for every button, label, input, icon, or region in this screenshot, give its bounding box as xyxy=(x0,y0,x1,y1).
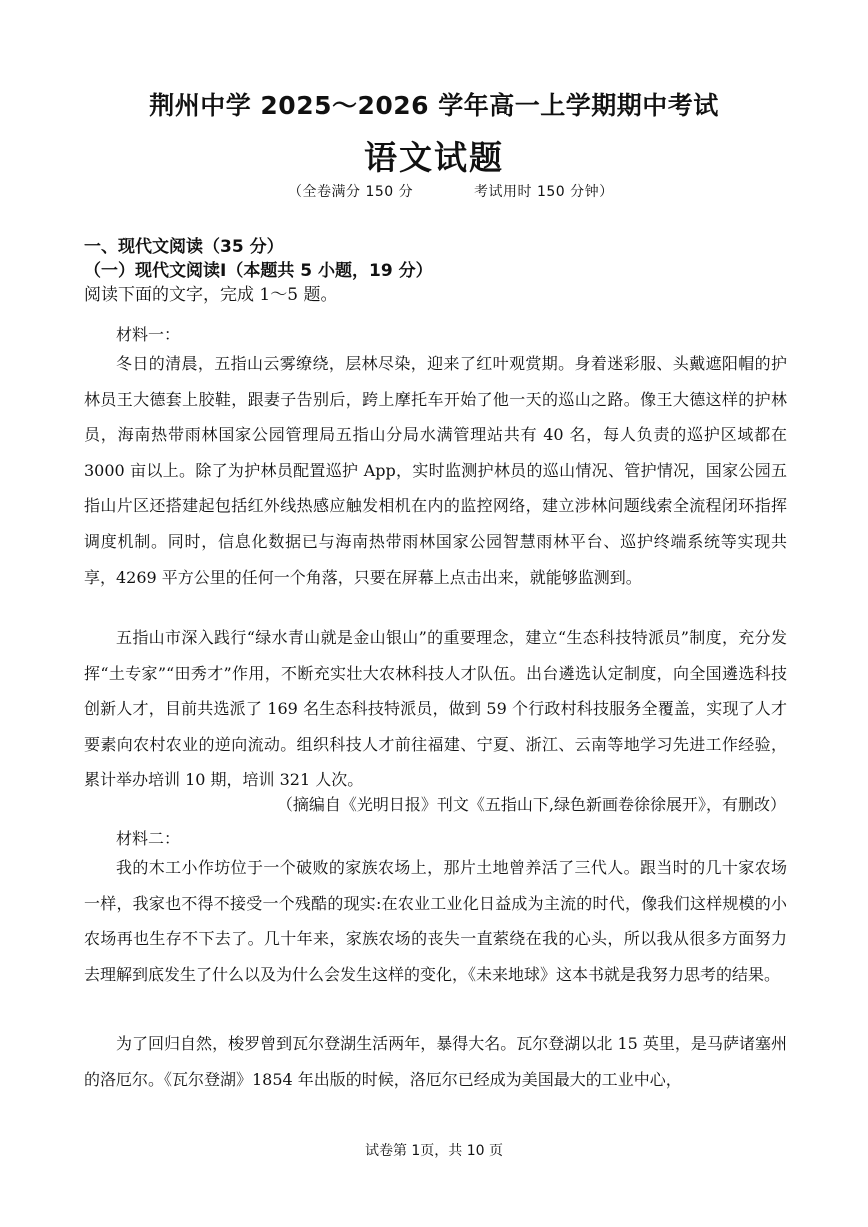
material-two-label: 材料二： xyxy=(116,829,181,848)
exam-time-note: 考试用时 150 分钟） xyxy=(474,184,614,200)
material-two-paragraph: 为了回归自然，梭罗曾到瓦尔登湖生活两年，暴得大名。瓦尔登湖以北 15 英里，是马萨诸塞州的洛厄尔。《瓦尔登湖》1854 年出版的时候，洛厄尔已经成为美国最大的工业中心， xyxy=(84,1034,787,1089)
material-two-paragraph: 我的木工小作坊位于一个破败的家族农场上，那片土地曾养活了三代人。跟当时的几十家农场一样，我家也不得不接受一个残酷的现实:在农业工业化日益成为主流的时代，像我们这样规模的小农场再也生存不下去了。几十年来，家族农场的丧失一直萦绕在我的心头，所以我从很多方面努力去理解到底发生了什么以及为什么会发生这样的变化，《未来地球》这本书就是我努力思考的结果。 xyxy=(84,858,787,984)
section-heading: 一、现代文阅读（35 分） xyxy=(84,237,284,257)
material-one-paragraph: 五指山市深入践行“绿水青山就是金山银山”的重要理念，建立“生态科技特派员”制度，充分发挥“土专家”“田秀才”作用，不断充实壮大农林科技人才队伍。出台遴选认定制度，向全国遴选科技创新人才，目前共选派了 169 名生态科技特派员，做到 59 个行政村科技服务全覆盖，实现了人才要素向农村农业的逆向流动。组织科技人才前往福建、宁夏、浙江、云南等地学习先进工作经验，累计举办培训 10 期，培训 321 人次。 xyxy=(84,628,787,790)
reading-instruction: 阅读下面的文字，完成 1～5 题。 xyxy=(84,285,338,305)
full-score-note: （全卷满分 150 分 xyxy=(288,184,414,200)
material-one-paragraph: 冬日的清晨，五指山云雾缭绕，层林尽染，迎来了红叶观赏期。身着迷彩服、头戴遮阳帽的护林员王大德套上胶鞋，跟妻子告别后，跨上摩托车开始了他一天的巡山之路。像王大德这样的护林员，海南热带雨林国家公园管理局五指山分局水满管理站共有 40 名，每人负责的巡护区域都在 3000 亩以上。除了为护林员配置巡护 App，实时监测护林员的巡山情况、管护情况，国家公园五指山片区还搭建起包括红外线热感应触发相机在内的监控网络，建立涉林问题线索全流程闭环指挥调度机制。同时，信息化数据已与海南热带雨林国家公园智慧雨林平台、巡护终端系统等实现共享，4269 平方公里的任何一个角落，只要在屏幕上点击出来，就能够监测到。 xyxy=(84,354,787,587)
page-footer: 试卷第 1页，共 10 页 xyxy=(364,1143,504,1159)
material-one-source: （摘编自《光明日报》刊文《五指山下,绿色新画卷徐徐展开》，有删改） xyxy=(276,795,786,814)
material-one-label: 材料一： xyxy=(116,325,181,344)
subsection-heading: （一）现代文阅读Ⅰ（本题共 5 小题，19 分） xyxy=(84,261,433,281)
subject-title: 语文试题 xyxy=(364,138,504,177)
exam-title: 荆州中学 2025～2026 学年高一上学期期中考试 xyxy=(149,91,719,120)
